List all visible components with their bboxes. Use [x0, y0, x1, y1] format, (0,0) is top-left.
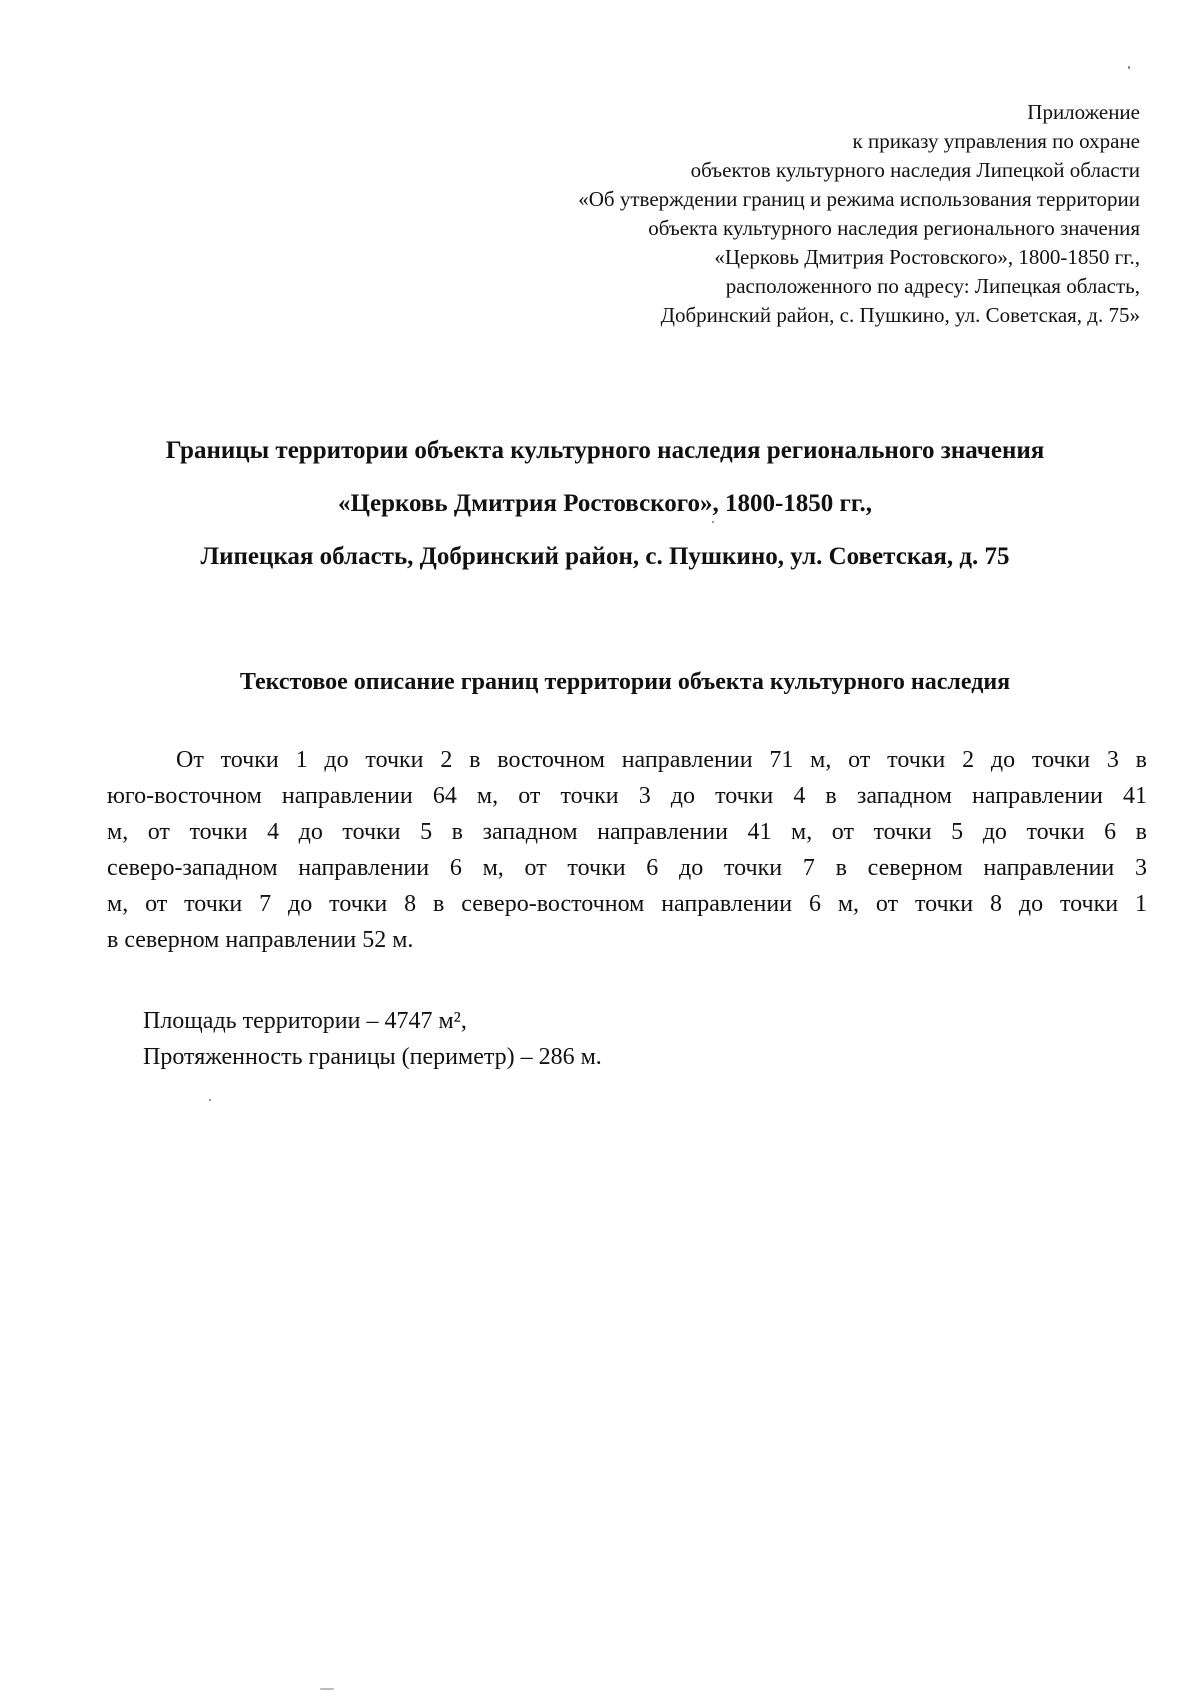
description-line: От точки 1 до точки 2 в восточном направлении 71 м, от точки 2 до точки 3 в — [176, 747, 1147, 773]
description-line: юго-восточном направлении 64 м, от точки 3 до точки 4 в западном направлении 41 — [107, 783, 1147, 809]
scan-speck — [320, 1688, 334, 1690]
boundary-description — [107, 742, 1147, 958]
appendix-line: «Церковь Дмитрия Ростовского», 1800-1850 гг., — [714, 245, 1140, 269]
scan-speck — [712, 521, 714, 523]
document-title — [60, 424, 1150, 583]
appendix-line: Добринский район, с. Пушкино, ул. Советская, д. 75» — [660, 303, 1140, 327]
scan-speck — [1128, 66, 1130, 69]
description-line: северо-западном направлении 6 м, от точки 6 до точки 7 в северном направлении 3 — [107, 855, 1147, 881]
appendix-header — [420, 98, 1140, 330]
appendix-line: объекта культурного наследия регионального значения — [648, 216, 1140, 240]
perimeter-text: Протяженность границы (периметр) – 286 м. — [143, 1044, 602, 1070]
territory-stats — [143, 1003, 602, 1075]
title-line: Границы территории объекта культурного наследия регионального значения — [165, 437, 1045, 464]
description-line: м, от точки 7 до точки 8 в северо-восточном направлении 6 м, от точки 8 до точки 1 — [107, 891, 1147, 917]
appendix-line: расположенного по адресу: Липецкая область, — [725, 274, 1140, 298]
title-line: «Церковь Дмитрия Ростовского», 1800-1850 гг., — [338, 490, 872, 517]
area-text: Площадь территории – 4747 м², — [143, 1008, 467, 1034]
description-line: м, от точки 4 до точки 5 в западном направлении 41 м, от точки 5 до точки 6 в — [107, 819, 1147, 845]
section-heading: Текстовое описание границ территории объекта культурного наследия — [239, 669, 1011, 695]
appendix-line: к приказу управления по охране — [852, 129, 1140, 153]
description-line: в северном направлении 52 м. — [107, 927, 414, 953]
appendix-line: объектов культурного наследия Липецкой области — [690, 158, 1140, 182]
title-line: Липецкая область, Добринский район, с. Пушкино, ул. Советская, д. 75 — [200, 543, 1010, 570]
appendix-line: «Об утверждении границ и режима использования территории — [578, 187, 1140, 211]
scan-speck — [209, 1099, 211, 1101]
appendix-line: Приложение — [1027, 100, 1140, 124]
